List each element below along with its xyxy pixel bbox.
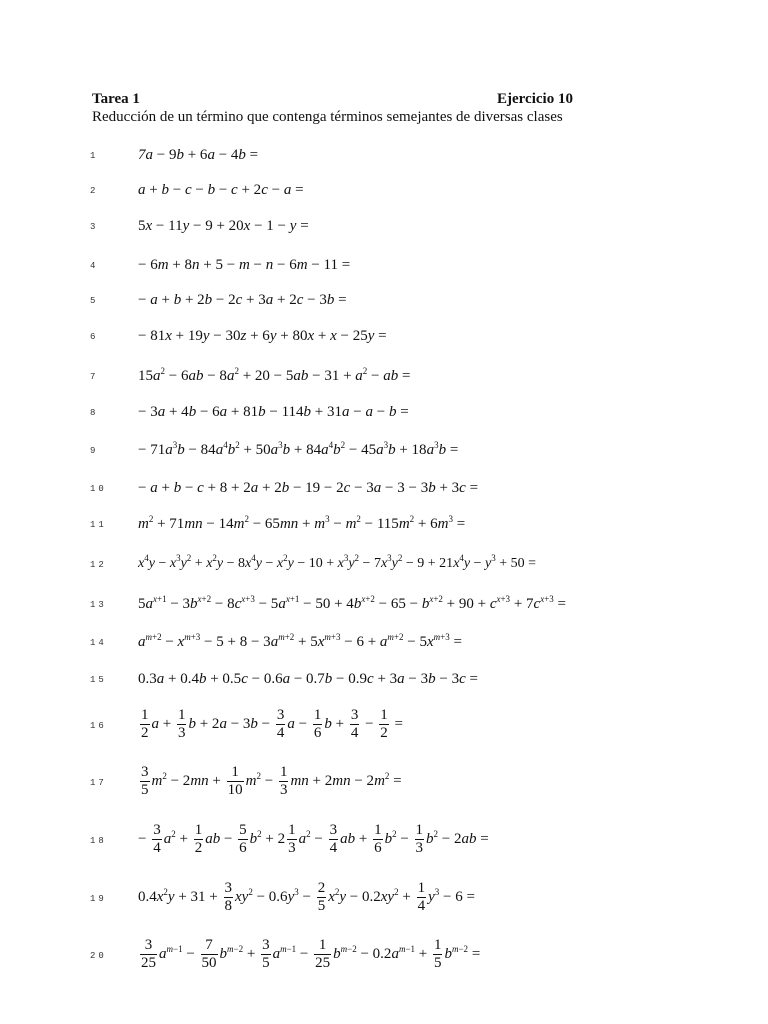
exercise-number: 2 bbox=[90, 186, 99, 196]
exercise-expression: $15a^2 - 6ab - 8a^2 + 20 - 5ab - 31 + a^2$ − ab = bbox=[138, 366, 411, 384]
exercise-expression: $\frac{3}{25}$ $a^{m-1}$ − $\frac{7}{50}$ $b^{m-2}$ + $\frac{3}{5}$ $a^{m-1}$ − $\frac{1}{25}$ $b^{m-2} - 0.2a^{m-1}$ + $\frac{1}{5}$ $b^{m-2}$ = bbox=[141, 937, 481, 972]
exercise-number: 11 bbox=[90, 520, 107, 530]
exercise-number: 12 bbox=[90, 560, 107, 570]
exercise-number: 8 bbox=[90, 408, 99, 418]
exercise-expression: − a + b + 2b − 2c + 3a + 2c − 3b = bbox=[138, 292, 347, 308]
exercise-expression: $0.4x^2y + 31$ + $\frac{3}{8}$ $xy^2 - 0.6y^3$ − $\frac{2}{5}$ $x^2y - 0.2xy^2$ + $\frac{1}{4}$ $y^3 - 6$ = bbox=[138, 880, 475, 915]
exercise-expression: − $\frac{3}{4}$ $a^2$ + $\frac{1}{2}$ ab − $\frac{5}{6}$ $b^2 + 2$ $\frac{1}{3}$ $a^2$ − $\frac{3}{4}$ ab + $\frac{1}{6}$ $b^2$ − $\frac{1}{3}$ $b^2 - 2ab$ = bbox=[138, 822, 489, 857]
exercise-expression: $\frac{3}{5}$ $m^2 - 2mn$ + $\frac{1}{10}$ $m^2$ − $\frac{1}{3}$ mn + $2mn - 2m^2$ = bbox=[141, 764, 402, 799]
exercise-expression: − 3a + 4b − 6a + 81b − 114b + 31a − a − b = bbox=[138, 404, 409, 420]
exercise-expression: $x^4y - x^3y^2 + x^2y - 8x^4y - x^2y - 10 + x^3y^2 - 7x^3y^2 - 9 + 21x^4y - y^3 + 50$ = bbox=[138, 553, 537, 571]
exercise-number: 5 bbox=[90, 296, 99, 306]
exercise-expression: $5a^{x+1} - 3b^{x+2} - 8c^{x+3} - 5a^{x+1} - 50 + 4b^{x+2} - 65 - b^{x+2} + 90 + c^{x+3} + 7c^{x+3}$ = bbox=[138, 594, 566, 612]
exercise-expression: $\frac{1}{2}$ a + $\frac{1}{3}$ b + 2a − 3b − $\frac{3}{4}$ a − $\frac{1}{6}$ b + $\frac{3}{4}$ − $\frac{1}{2}$ = bbox=[141, 707, 403, 742]
exercise-expression: − 6m + 8n + 5 − m − n − 6m − 11 = bbox=[138, 257, 351, 273]
exercise-expression: 0.3a + 0.4b + 0.5c − 0.6a − 0.7b − 0.9c + 3a − 3b − 3c = bbox=[138, 671, 478, 687]
exercise-number: 20 bbox=[90, 951, 107, 961]
exercise-expression: a + b − c − b − c + 2c − a = bbox=[138, 182, 304, 198]
exercise-number: 18 bbox=[90, 836, 107, 846]
exercise-number: 4 bbox=[90, 261, 99, 271]
exercise-expression: − $71a^3b - 84a^4b^2 + 50a^3b + 84a^4b^2 - 45a^3b + 18a^3b$ = bbox=[138, 440, 459, 458]
exercise-expression: − a + b − c + 8 + 2a + 2b − 19 − 2c − 3a − 3 − 3b + 3c = bbox=[138, 480, 479, 496]
exercise-title: Ejercicio 10 bbox=[497, 91, 573, 107]
exercise-expression: $m^2 + 71mn - 14m^2 - 65mn + m^3 - m^2 - 115m^2 + 6m^3$ = bbox=[138, 514, 466, 532]
exercise-expression: $a^{m+2} - x^{m+3} - 5 + 8 - 3a^{m+2} + 5x^{m+3} - 6 + a^{m+2} - 5x^{m+3}$ = bbox=[138, 632, 462, 650]
exercise-number: 1 bbox=[90, 151, 99, 161]
exercise-number: 14 bbox=[90, 638, 107, 648]
exercise-expression: 7a − 9b + 6a − 4b = bbox=[138, 147, 259, 163]
exercise-number: 13 bbox=[90, 600, 107, 610]
exercise-number: 6 bbox=[90, 332, 99, 342]
doc-subtitle: Reducción de un término que contenga términos semejantes de diversas clases bbox=[92, 109, 563, 125]
exercise-number: 3 bbox=[90, 222, 99, 232]
exercise-expression: − 81x + 19y − 30z + 6y + 80x + x − 25y = bbox=[138, 328, 387, 344]
doc-title: Tarea 1 bbox=[92, 91, 140, 107]
exercise-expression: 5x − 11y − 9 + 20x − 1 − y = bbox=[138, 218, 309, 234]
exercise-number: 9 bbox=[90, 446, 99, 456]
exercise-number: 16 bbox=[90, 721, 107, 731]
exercise-number: 10 bbox=[90, 484, 107, 494]
exercise-number: 7 bbox=[90, 372, 99, 382]
exercise-number: 15 bbox=[90, 675, 107, 685]
exercise-number: 17 bbox=[90, 778, 107, 788]
exercise-number: 19 bbox=[90, 894, 107, 904]
